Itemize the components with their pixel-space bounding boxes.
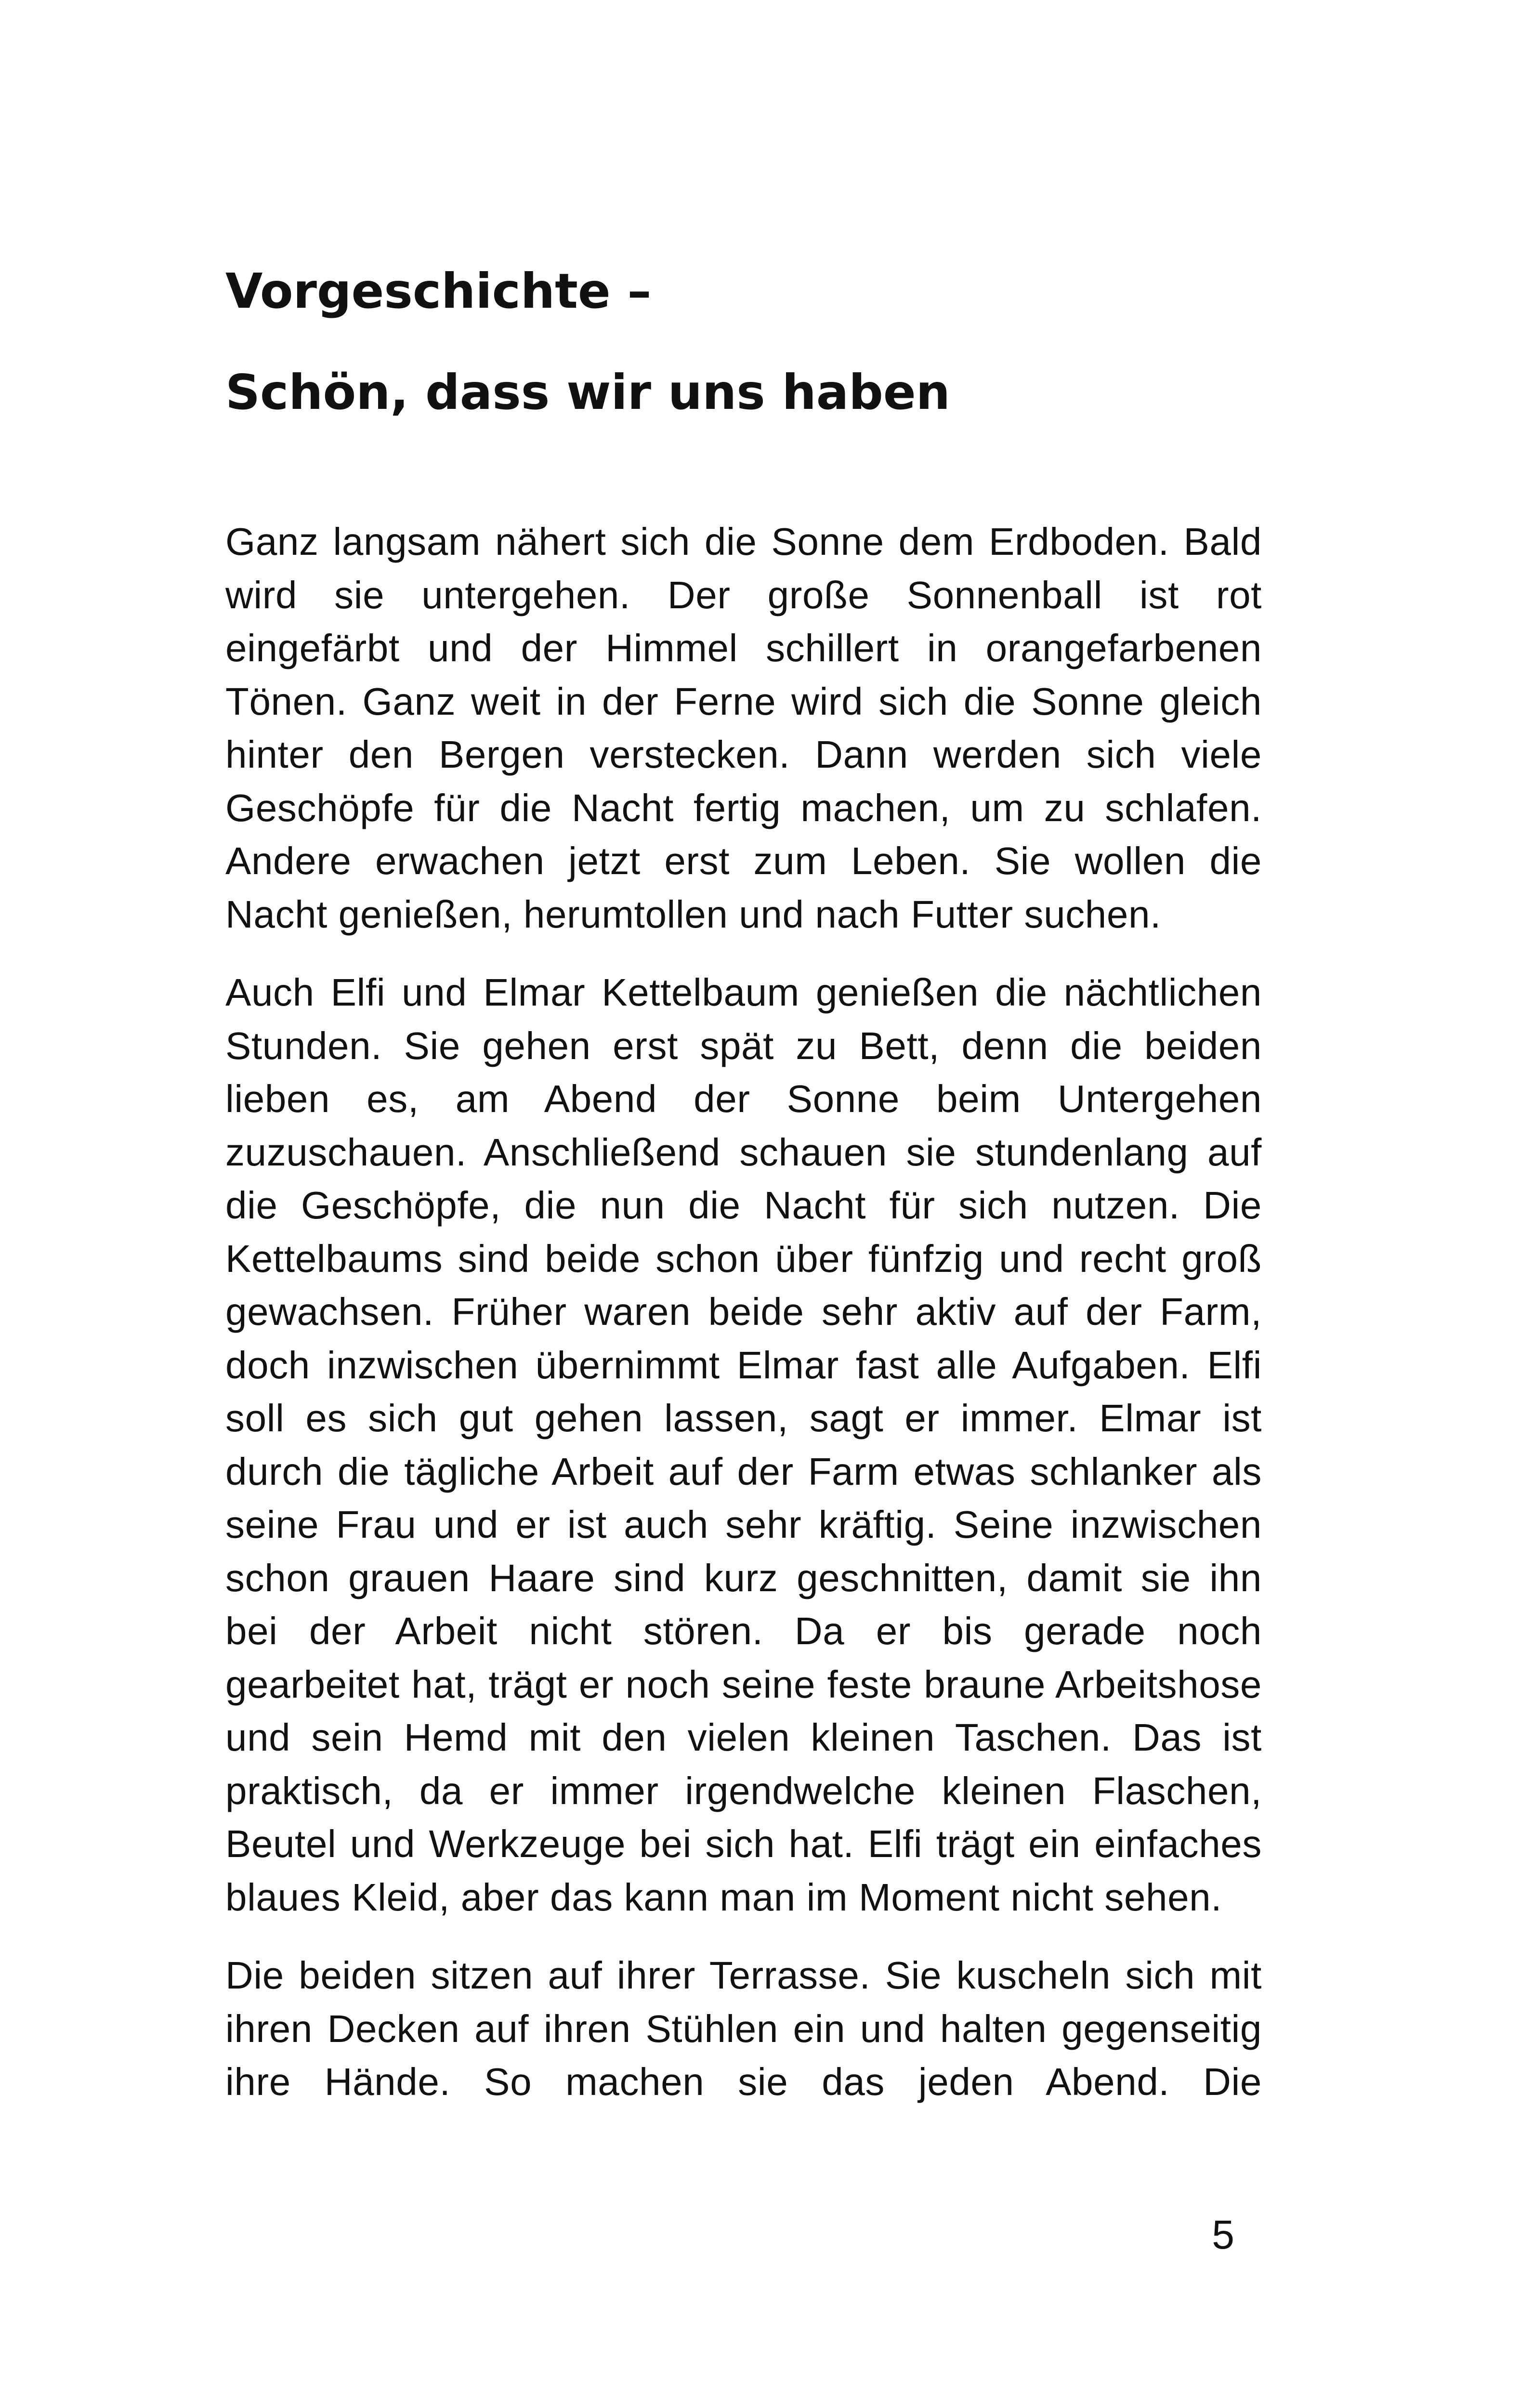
paragraph-3: Die beiden sitzen auf ihrer Terrasse. Sie kuscheln sich mit ihren Decken auf ihren Stühlen ein und halten gegenseitig ihre Hände. So machen sie das jeden Abend. Die bbox=[225, 1954, 1262, 2103]
chapter-heading-line-2: Schön, dass wir uns haben bbox=[225, 364, 950, 420]
chapter-heading-line-1: Vorgeschichte – bbox=[225, 263, 652, 319]
paragraph-1: Ganz langsam nähert sich die Sonne dem Erdboden. Bald wird sie untergehen. Der große Sonnenball ist rot eingefärbt und der Himmel schillert in orangefarbenen Tönen. Ganz weit in der Ferne wird sich die Sonne gleich hinter den Bergen verstecken. Dann werden sich viele Geschöpfe für die Nacht fertig machen, um zu schlafen. Andere erwachen jetzt erst zum Leben. Sie wollen die Nacht genießen, herumtollen und nach Futter suchen. bbox=[225, 520, 1262, 936]
paragraph-2: Auch Elfi und Elmar Kettelbaum genießen die nächtlichen Stunden. Sie gehen erst spät zu Bett, denn die beiden lieben es, am Abend der Sonne beim Untergehen zuzuschauen. Anschließend schauen sie stundenlang auf die Geschöpfe, die nun die Nacht für sich nutzen. Die Kettelbaums sind beide schon über fünfzig und recht groß gewachsen. Früher waren beide sehr aktiv auf der Farm, doch inzwischen übernimmt Elmar fast alle Aufgaben. Elfi soll es sich gut gehen lassen, sagt er immer. Elmar ist durch die tägliche Arbeit auf der Farm etwas schlanker als seine Frau und er ist auch sehr kräftig. Seine inzwischen schon grauen Haare sind kurz geschnitten, damit sie ihn bei der Arbeit nicht stören. Da er bis gerade noch gearbeitet hat, trägt er noch seine feste braune Arbeitshose und sein Hemd mit den vielen kleinen Taschen. Das ist praktisch, da er immer irgendwelche kleinen Flaschen, Beutel und Werkzeuge bei sich hat. Elfi trägt ein einfaches blaues Kleid, aber das kann man im Moment nicht sehen. bbox=[225, 971, 1262, 1919]
chapter-body bbox=[225, 515, 1262, 2134]
chapter-heading bbox=[225, 241, 1285, 443]
page-number: 5 bbox=[1212, 2212, 1234, 2257]
